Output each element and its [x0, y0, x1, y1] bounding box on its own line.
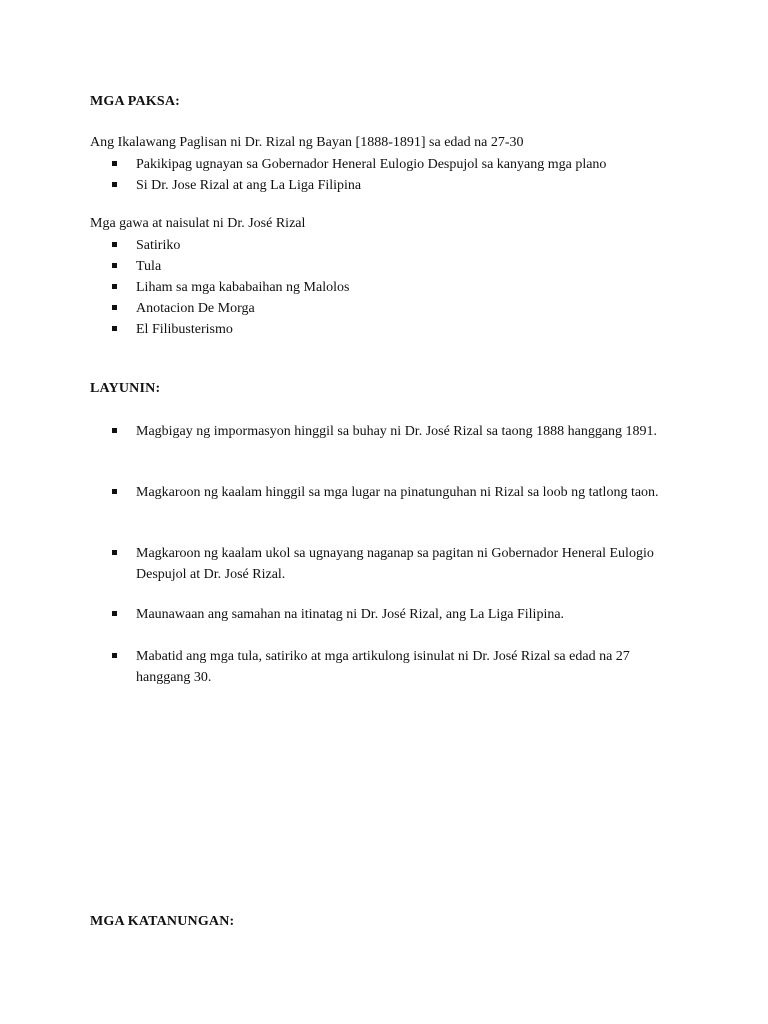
- bullet-marker: [112, 550, 117, 555]
- bullet-marker: [112, 242, 117, 247]
- topic2-bullet: Liham sa mga kababaihan ng Malolos: [136, 280, 350, 295]
- topic1-intro: Ang Ikalawang Paglisan ni Dr. Rizal ng Bayan [1888-1891] sa edad na 27-30: [90, 135, 524, 150]
- bullet-marker: [112, 161, 117, 166]
- topic2-bullet: Tula: [136, 259, 162, 274]
- bullet-marker: [112, 611, 117, 616]
- bullet-marker: [112, 326, 117, 331]
- bullet-marker: [112, 284, 117, 289]
- bullet-marker: [112, 489, 117, 494]
- objective-item: Maunawaan ang samahan na itinatag ni Dr. José Rizal, ang La Liga Filipina.: [136, 607, 565, 622]
- topic1-bullet: Pakikipag ugnayan sa Gobernador Heneral Eulogio Despujol sa kanyang mga plano: [136, 157, 607, 172]
- bullet-marker: [112, 653, 117, 658]
- bullet-marker: [112, 428, 117, 433]
- topic2-bullet: Anotacion De Morga: [136, 301, 255, 316]
- topic2-bullet: El Filibusterismo: [136, 322, 233, 337]
- objective-item: Magbigay ng impormasyon hinggil sa buhay ni Dr. José Rizal sa taong 1888 hanggang 1891.: [136, 424, 658, 439]
- topic1-bullet: Si Dr. Jose Rizal at ang La Liga Filipina: [136, 178, 362, 193]
- topics-heading: MGA PAKSA:: [90, 94, 181, 109]
- bullet-marker: [112, 182, 117, 187]
- topic2-bullet: Satiriko: [136, 238, 181, 253]
- questions-heading: MGA KATANUNGAN:: [90, 914, 235, 929]
- objective-item: Mabatid ang mga tula, satiriko at mga artikulong isinulat ni Dr. José Rizal sa edad na 27 hanggang 30.: [136, 649, 630, 685]
- objective-item: Magkaroon ng kaalam ukol sa ugnayang naganap sa pagitan ni Gobernador Heneral Eulogio Despujol at Dr. José Rizal.: [136, 546, 654, 582]
- objectives-heading: LAYUNIN:: [90, 381, 161, 396]
- bullet-marker: [112, 305, 117, 310]
- topic2-intro: Mga gawa at naisulat ni Dr. José Rizal: [90, 216, 306, 231]
- bullet-marker: [112, 263, 117, 268]
- objective-item: Magkaroon ng kaalam hinggil sa mga lugar na pinatunguhan ni Rizal sa loob ng tatlong taon.: [136, 485, 659, 500]
